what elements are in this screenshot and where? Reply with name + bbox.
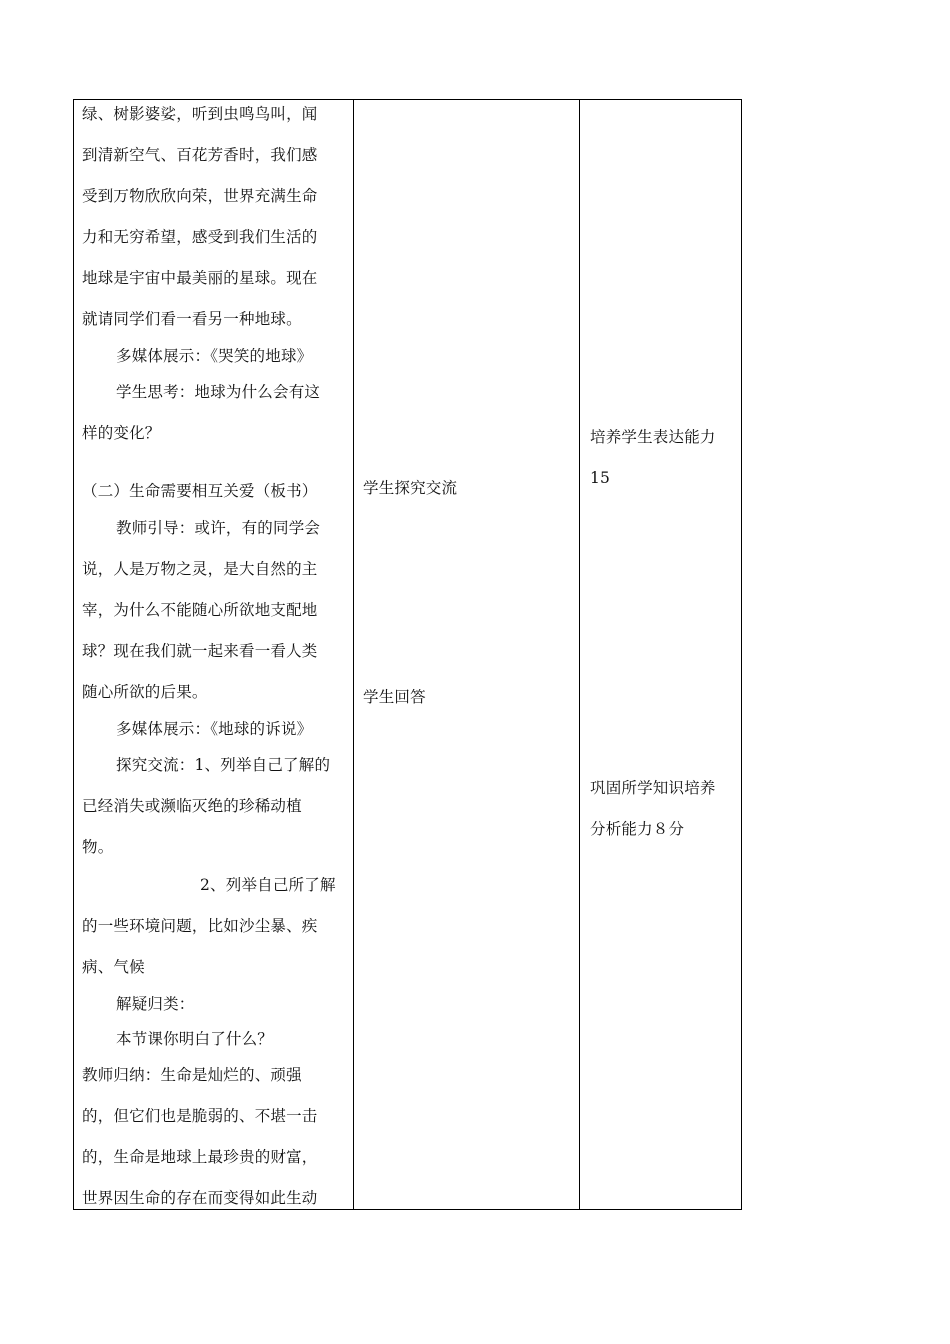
text-line: 教师引导：或许，有的同学会 [116, 519, 321, 537]
text-line: 病、气候 [82, 958, 145, 976]
text-line: 多媒体展示：《地球的诉说》 [116, 720, 313, 738]
text-line: 的一些环境问题，比如沙尘暴、疾 [82, 917, 318, 935]
text-line: 的，生命是地球上最珍贵的财富， [82, 1148, 318, 1166]
text-line: 到清新空气、百花芳香时，我们感 [82, 146, 318, 164]
text-line: 分析能力８分 [590, 820, 685, 838]
text-line: 球？现在我们就一起来看一看人类 [82, 642, 318, 660]
design-intent-column [580, 100, 741, 1209]
student-activity-column [354, 100, 580, 1209]
text-line: 2、列举自己所了解 [200, 876, 336, 894]
text-line: 教师归纳：生命是灿烂的、顽强 [82, 1066, 302, 1084]
text-line: 随心所欲的后果。 [82, 683, 208, 701]
text-line: 物。 [82, 838, 114, 856]
text-line: 巩固所学知识培养 [590, 779, 716, 797]
text-line: 培养学生表达能力 [590, 428, 716, 446]
text-line: 宰，为什么不能随心所欲地支配地 [82, 601, 318, 619]
teacher-activity-column [74, 100, 354, 1209]
text-line: 探究交流：1、列举自己了解的 [116, 756, 331, 774]
lesson-plan-table [73, 99, 742, 1210]
text-line: 世界因生命的存在而变得如此生动 [82, 1189, 318, 1207]
text-line: 受到万物欣欣向荣，世界充满生命 [82, 187, 318, 205]
section-heading: （二）生命需要相互关爱（板书） [82, 482, 318, 500]
text-line: 样的变化？ [82, 424, 161, 442]
text-line: 解疑归类： [116, 995, 195, 1013]
text-line: 学生思考：地球为什么会有这 [116, 383, 321, 401]
text-line: 说，人是万物之灵，是大自然的主 [82, 560, 318, 578]
text-line: 力和无穷希望，感受到我们生活的 [82, 228, 318, 246]
text-line: 的，但它们也是脆弱的、不堪一击 [82, 1107, 318, 1125]
text-line: 已经消失或濒临灭绝的珍稀动植 [82, 797, 302, 815]
text-line: 地球是宇宙中最美丽的星球。现在 [82, 269, 318, 287]
text-line: 就请同学们看一看另一种地球。 [82, 310, 302, 328]
text-line: 本节课你明白了什么？ [116, 1030, 274, 1048]
text-line: 学生回答 [363, 688, 426, 706]
text-line: 多媒体展示：《哭笑的地球》 [116, 347, 313, 365]
text-line: 学生探究交流 [363, 479, 458, 497]
text-line: 15 [590, 469, 611, 487]
text-line: 绿、树影婆娑，听到虫鸣鸟叫，闻 [82, 105, 318, 123]
